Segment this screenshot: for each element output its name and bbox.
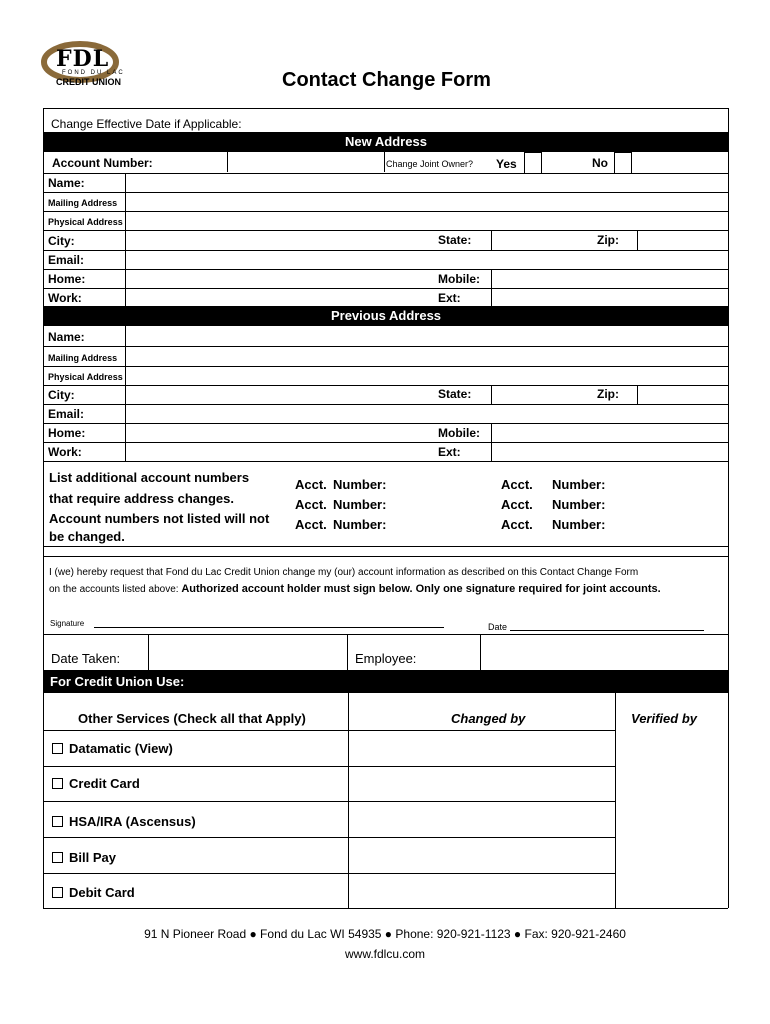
prev-work-label: Work: (48, 445, 82, 459)
credit-union-use-header: For Credit Union Use: (44, 670, 728, 693)
joint-owner-yes-box[interactable] (524, 152, 542, 174)
account-number-field[interactable] (227, 152, 385, 172)
prev-mobile-label: Mobile: (438, 426, 480, 440)
new-name-label: Name: (48, 176, 85, 190)
prev-zip-label: Zip: (597, 387, 619, 401)
col-changed-header: Changed by (451, 711, 526, 726)
new-mobile-label: Mobile: (438, 272, 480, 286)
service-datamatic[interactable]: Datamatic (View) (52, 741, 173, 756)
form-title: Contact Change Form (282, 69, 491, 91)
checkbox-icon[interactable] (52, 852, 63, 863)
prev-email-label: Email: (48, 407, 85, 421)
checkbox-icon[interactable] (52, 887, 63, 898)
prev-name-label: Name: (48, 330, 85, 344)
new-city-label: City: (48, 234, 75, 248)
joint-owner-no-box[interactable] (614, 152, 632, 174)
new-email-label: Email: (48, 253, 85, 267)
new-work-label: Work: (48, 291, 82, 305)
date-line[interactable] (510, 630, 704, 631)
change-joint-owner-label: Change Joint Owner? (386, 159, 474, 169)
checkbox-icon[interactable] (52, 778, 63, 789)
effective-date-label: Change Effective Date if Applicable: (51, 117, 242, 131)
footer-website[interactable]: www.fdlcu.com (344, 947, 426, 961)
new-physical-label: Physical Address (48, 217, 123, 227)
prev-city-label: City: (48, 388, 75, 402)
account-number-label: Account Number: (52, 156, 153, 170)
previous-address-header: Previous Address (44, 306, 728, 326)
signature-line[interactable] (94, 627, 444, 628)
checkbox-icon[interactable] (52, 743, 63, 754)
authorization-text: I (we) hereby request that Fond du Lac Credit Union change my (our) account information as described on this Contact Change Form (49, 567, 639, 578)
prev-ext-label: Ext: (438, 445, 461, 459)
logo-name: CREDIT UNION (56, 77, 121, 87)
employee-label: Employee: (355, 651, 417, 666)
new-state-label: State: (438, 233, 472, 247)
service-hsa-ira[interactable]: HSA/IRA (Ascensus) (52, 814, 196, 829)
service-debit-card[interactable]: Debit Card (52, 885, 135, 900)
authorization-line2: on the accounts listed above: Authorized account holder must sign below. Only one signature required for joint accounts. (49, 583, 661, 595)
col-services-header: Other Services (Check all that Apply) (78, 711, 306, 726)
col-verified-header: Verified by (631, 711, 697, 726)
logo-subtext: FOND DU LAC (62, 70, 125, 76)
new-mailing-label: Mailing Address (48, 198, 118, 208)
footer-address: 91 N Pioneer Road ● Fond du Lac WI 54935 ● Phone: 920-921-1123 ● Fax: 920-921-2460 (144, 927, 626, 941)
new-home-label: Home: (48, 272, 86, 286)
joint-owner-yes-label: Yes (496, 157, 517, 171)
new-address-header: New Address (44, 132, 728, 152)
new-ext-label: Ext: (438, 291, 461, 305)
date-label: Date (488, 622, 508, 632)
new-zip-label: Zip: (597, 233, 619, 247)
service-bill-pay[interactable]: Bill Pay (52, 850, 116, 865)
checkbox-icon[interactable] (52, 816, 63, 827)
prev-mailing-label: Mailing Address (48, 353, 118, 363)
prev-state-label: State: (438, 387, 472, 401)
joint-owner-no-label: No (592, 156, 608, 170)
signature-label: Signature (50, 619, 85, 628)
logo-text: FDL (56, 46, 110, 72)
prev-physical-label: Physical Address (48, 372, 123, 382)
date-taken-label: Date Taken: (51, 651, 121, 666)
logo (40, 38, 132, 90)
prev-home-label: Home: (48, 426, 86, 440)
service-credit-card[interactable]: Credit Card (52, 776, 140, 791)
